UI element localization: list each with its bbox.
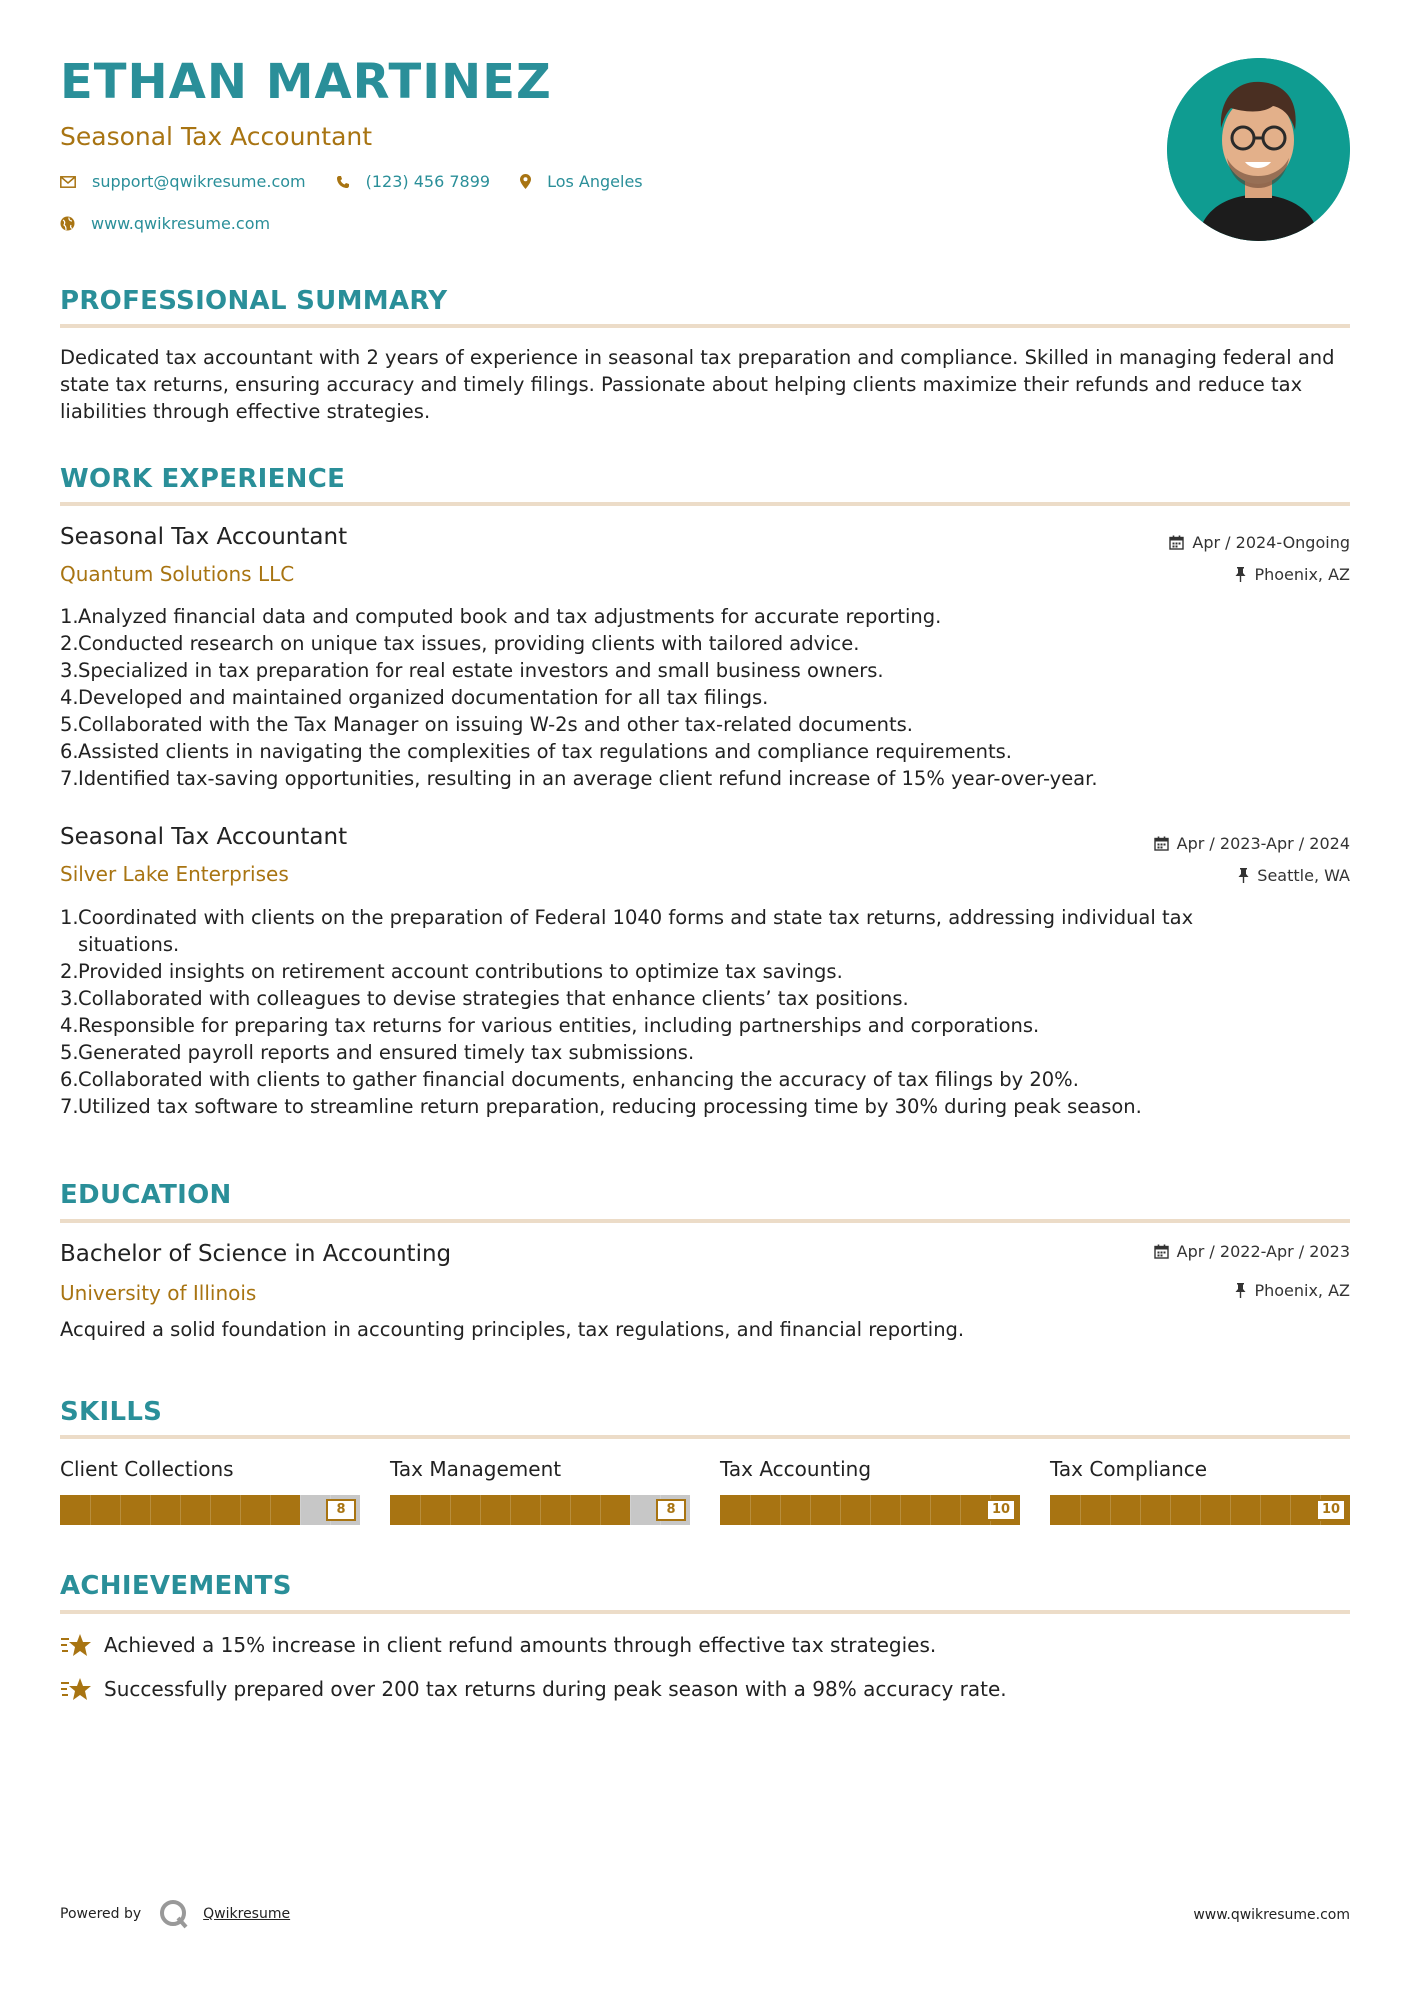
- website-text: www.qwikresume.com: [91, 214, 271, 233]
- job-title: Seasonal Tax Accountant: [60, 524, 348, 550]
- list-item: 7. Identified tax-saving opportunities, resulting in an average client refund increase of 15% year-over-year.: [60, 767, 1098, 790]
- contact-phone[interactable]: [336, 172, 490, 191]
- skill-bar-segment: [1140, 1495, 1141, 1525]
- list-item: 4. Developed and maintained organized documentation for all tax filings.: [60, 686, 769, 709]
- contact-email[interactable]: [60, 172, 306, 191]
- education-description: Acquired a solid foundation in accounting principles, tax regulations, and financial reporting.: [60, 1318, 965, 1341]
- skill-item: [1050, 1457, 1350, 1525]
- degree-title: Bachelor of Science in Accounting: [60, 1241, 452, 1267]
- pushpin-icon: [1235, 567, 1246, 582]
- skill-bar-segment: [180, 1495, 181, 1525]
- skill-bar-segment: [870, 1495, 871, 1525]
- job-company: Quantum Solutions LLC: [60, 562, 295, 586]
- education-location-text: Phoenix, AZ: [1254, 1281, 1350, 1300]
- skill-bar-segment: [1170, 1495, 1171, 1525]
- list-item: 7. Utilized tax software to streamline return preparation, reducing processing time by 30% during peak season.: [60, 1095, 1142, 1118]
- skill-item: [720, 1457, 1020, 1525]
- education-location: [1235, 1281, 1350, 1300]
- skill-bar-segment: [900, 1495, 901, 1525]
- envelope-icon: [60, 176, 76, 188]
- skill-bar-segment: [930, 1495, 931, 1525]
- job-dates-text: Apr / 2024-Ongoing: [1192, 533, 1350, 552]
- skill-bar-segment: [810, 1495, 811, 1525]
- calendar-icon: [1154, 836, 1169, 851]
- contact-row: [60, 172, 673, 191]
- qwikresume-logo-icon: [159, 1899, 189, 1929]
- calendar-icon: [1154, 1244, 1169, 1259]
- skill-name: Client Collections: [60, 1457, 234, 1481]
- profile-photo: [1167, 58, 1350, 241]
- job-dates: [1169, 533, 1350, 552]
- achievement-item: [60, 1676, 1007, 1702]
- skill-item: [60, 1457, 360, 1525]
- section-divider: [60, 502, 1350, 506]
- location-text: Los Angeles: [547, 172, 643, 191]
- job-company: Silver Lake Enterprises: [60, 862, 289, 886]
- skill-bar-segment: [420, 1495, 421, 1525]
- job-bullets: [60, 904, 1300, 1120]
- school-name: University of Illinois: [60, 1281, 257, 1305]
- skill-name: Tax Compliance: [1050, 1457, 1208, 1481]
- list-item: 1. Coordinated with clients on the preparation of Federal 1040 forms and state tax returns, addressing individual tax situations.: [60, 906, 1194, 956]
- skill-bar: [390, 1495, 690, 1525]
- list-item: 2. Conducted research on unique tax issues, providing clients with tailored advice.: [60, 632, 860, 655]
- section-divider: [60, 1219, 1350, 1223]
- job-location: [1238, 866, 1350, 885]
- candidate-role: Seasonal Tax Accountant: [60, 122, 373, 151]
- skill-score: 8: [326, 1499, 356, 1521]
- skill-bar-segment: [540, 1495, 541, 1525]
- job-dates: [1154, 834, 1350, 853]
- list-item: 6. Collaborated with clients to gather financial documents, enhancing the accuracy of tax filings by 20%.: [60, 1068, 1079, 1091]
- skill-bar-segment: [600, 1495, 601, 1525]
- skill-bar-segment: [630, 1495, 631, 1525]
- skills-title: SKILLS: [60, 1397, 163, 1427]
- skill-bar-segment: [90, 1495, 91, 1525]
- section-divider: [60, 1610, 1350, 1614]
- calendar-icon: [1169, 535, 1184, 550]
- skill-bar-segment: [240, 1495, 241, 1525]
- skill-bar-segment: [1230, 1495, 1231, 1525]
- list-item: 3. Specialized in tax preparation for real estate investors and small business owners.: [60, 659, 884, 682]
- list-item: 3. Collaborated with colleagues to devise strategies that enhance clients’ tax positions.: [60, 987, 909, 1010]
- skill-name: Tax Management: [390, 1457, 562, 1481]
- globe-icon: [60, 216, 75, 231]
- job-location: [1235, 565, 1350, 584]
- job-title: Seasonal Tax Accountant: [60, 824, 348, 850]
- candidate-name: ETHAN MARTINEZ: [60, 54, 552, 110]
- list-item: 2. Provided insights on retirement account contributions to optimize tax savings.: [60, 960, 843, 983]
- education-dates: [1154, 1242, 1350, 1261]
- list-item: 1. Analyzed financial data and computed book and tax adjustments for accurate reporting.: [60, 605, 942, 628]
- skill-bar-segment: [1290, 1495, 1291, 1525]
- skill-bar-segment: [1080, 1495, 1081, 1525]
- section-divider: [60, 1435, 1350, 1439]
- list-item: 4. Responsible for preparing tax returns for various entities, including partnerships and corporations.: [60, 1014, 1040, 1037]
- skill-bar-segment: [150, 1495, 151, 1525]
- skill-bar: [60, 1495, 360, 1525]
- skill-bar-segment: [300, 1495, 301, 1525]
- skill-bar-segment: [210, 1495, 211, 1525]
- achievement-text: Successfully prepared over 200 tax returns during peak season with a 98% accuracy rate.: [104, 1677, 1007, 1701]
- skill-bar-segment: [1110, 1495, 1111, 1525]
- star-icon: [60, 1632, 92, 1658]
- education-title: EDUCATION: [60, 1180, 232, 1210]
- skill-bar-segment: [840, 1495, 841, 1525]
- skill-bar-segment: [450, 1495, 451, 1525]
- achievements-title: ACHIEVEMENTS: [60, 1571, 292, 1601]
- summary-title: PROFESSIONAL SUMMARY: [60, 286, 448, 316]
- footer-url[interactable]: www.qwikresume.com: [1193, 1907, 1350, 1923]
- contact-website[interactable]: [60, 214, 270, 233]
- skill-bar-segment: [1260, 1495, 1261, 1525]
- footer-powered-by: [60, 1899, 290, 1929]
- experience-title: WORK EXPERIENCE: [60, 464, 346, 494]
- map-pin-icon: [520, 174, 531, 189]
- email-text: support@qwikresume.com: [92, 172, 306, 191]
- contact-location: [520, 172, 643, 191]
- skill-bar-segment: [270, 1495, 271, 1525]
- job-location-text: Seattle, WA: [1257, 866, 1350, 885]
- job-dates-text: Apr / 2023-Apr / 2024: [1176, 834, 1350, 853]
- skill-bar-segment: [510, 1495, 511, 1525]
- skill-bar-segment: [120, 1495, 121, 1525]
- skill-bar-segment: [780, 1495, 781, 1525]
- section-divider: [60, 324, 1350, 328]
- skill-bar-segment: [1200, 1495, 1201, 1525]
- skill-bar-segment: [480, 1495, 481, 1525]
- achievement-text: Achieved a 15% increase in client refund amounts through effective tax strategies.: [104, 1633, 937, 1657]
- job-bullets: [60, 603, 1300, 792]
- phone-icon: [336, 175, 350, 189]
- summary-text: Dedicated tax accountant with 2 years of experience in seasonal tax preparation and compliance. Skilled in managing federal and state tax returns, ensuring accuracy and timely filings. Passionate about helping clients maximize their refunds and reduce tax liabilities through effective strategies.: [60, 346, 1335, 423]
- skill-bar-segment: [750, 1495, 751, 1525]
- achievement-item: [60, 1632, 936, 1658]
- phone-text: (123) 456 7899: [365, 172, 491, 191]
- job-location-text: Phoenix, AZ: [1254, 565, 1350, 584]
- education-dates-text: Apr / 2022-Apr / 2023: [1176, 1242, 1350, 1261]
- list-item: 6. Assisted clients in navigating the complexities of tax regulations and compliance requirements.: [60, 740, 1012, 763]
- skill-score: 10: [986, 1499, 1016, 1521]
- skill-name: Tax Accounting: [720, 1457, 872, 1481]
- powered-by-label: Powered by: [60, 1906, 142, 1922]
- list-item: 5. Collaborated with the Tax Manager on issuing W-2s and other tax-related documents.: [60, 713, 913, 736]
- skill-bar: [720, 1495, 1020, 1525]
- star-icon: [60, 1676, 92, 1702]
- list-item: 5. Generated payroll reports and ensured timely tax submissions.: [60, 1041, 695, 1064]
- contact-row-web: [60, 214, 300, 233]
- skill-item: [390, 1457, 690, 1525]
- skill-score: 8: [656, 1499, 686, 1521]
- skill-bar-segment: [960, 1495, 961, 1525]
- pushpin-icon: [1235, 1283, 1246, 1298]
- skill-bar: [1050, 1495, 1350, 1525]
- skill-score: 10: [1316, 1499, 1346, 1521]
- qwikresume-link[interactable]: Qwikresume: [203, 1906, 291, 1922]
- avatar-illustration: [1167, 58, 1350, 241]
- skill-bar-segment: [570, 1495, 571, 1525]
- pushpin-icon: [1238, 868, 1249, 883]
